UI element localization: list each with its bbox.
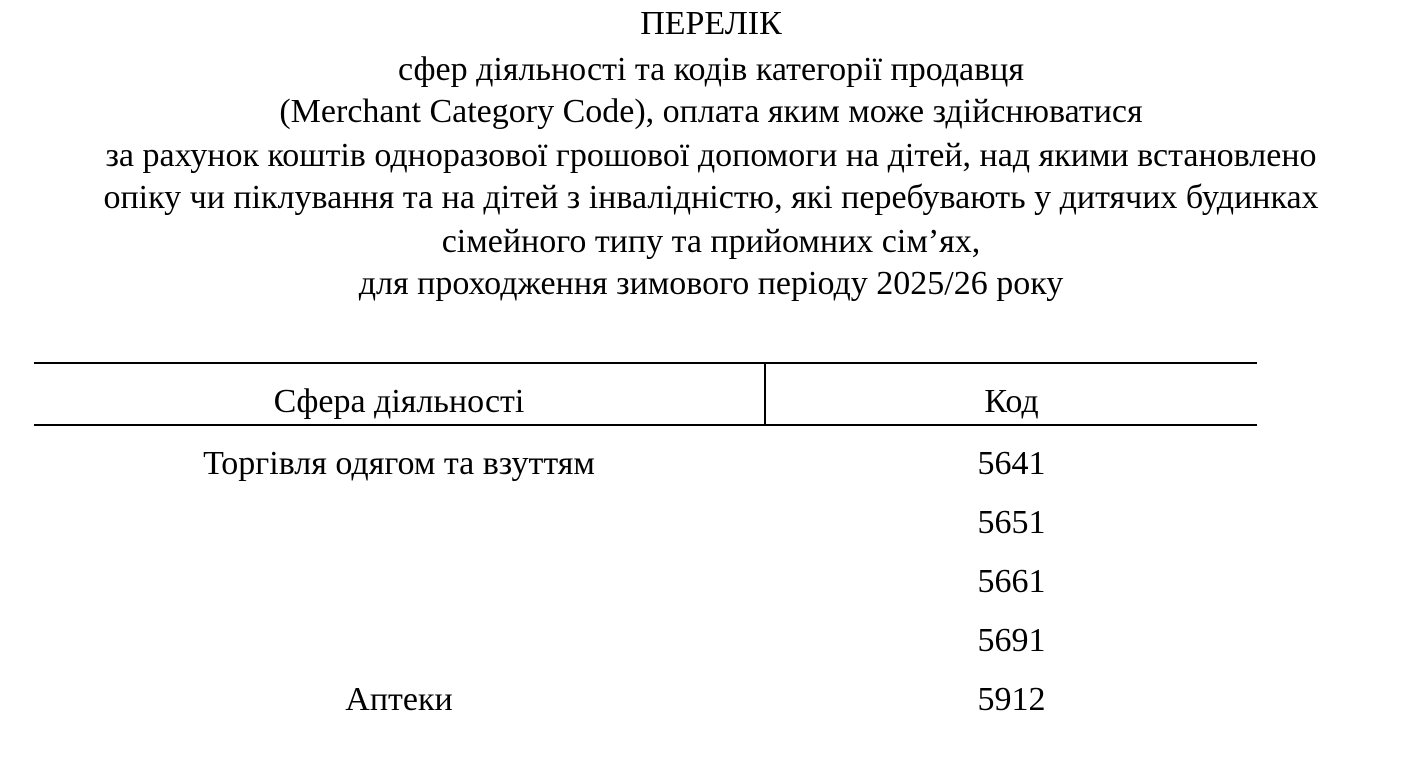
heading-line-4: за рахунок коштів одноразової грошової допомоги на дітей, над якими встановлено bbox=[105, 137, 1317, 174]
cell-code: 5651 bbox=[977, 504, 1046, 541]
table-row bbox=[34, 603, 1257, 662]
mcc-table bbox=[34, 362, 1257, 721]
table-row bbox=[34, 485, 1257, 544]
heading-line-2: сфер діяльності та кодів категорії продавця bbox=[397, 51, 1025, 88]
cell-sphere: Аптеки bbox=[345, 681, 453, 718]
header-sphere: Сфера діяльності bbox=[273, 383, 525, 420]
header-code: Код bbox=[984, 383, 1039, 420]
table-row bbox=[34, 544, 1257, 603]
table-row bbox=[34, 662, 1257, 721]
table-row bbox=[34, 426, 1257, 485]
cell-code: 5661 bbox=[977, 563, 1046, 600]
table-body bbox=[34, 426, 1257, 721]
heading-line-7: для проходження зимового періоду 2025/26 року bbox=[358, 265, 1064, 302]
heading-title: ПЕРЕЛІК bbox=[640, 5, 782, 42]
cell-sphere: Торгівля одягом та взуттям bbox=[203, 445, 595, 482]
cell-code: 5641 bbox=[977, 445, 1046, 482]
heading-line-6: сімейного типу та прийомних сім’ях, bbox=[441, 223, 981, 260]
cell-code: 5912 bbox=[977, 681, 1046, 718]
heading-line-5: опіку чи піклування та на дітей з інвалідністю, які перебувають у дитячих будинках bbox=[103, 179, 1319, 216]
heading-line-3: (Merchant Category Code), оплата яким може здійснюватися bbox=[279, 93, 1143, 130]
cell-code: 5691 bbox=[977, 622, 1046, 659]
table-header bbox=[34, 362, 1257, 426]
